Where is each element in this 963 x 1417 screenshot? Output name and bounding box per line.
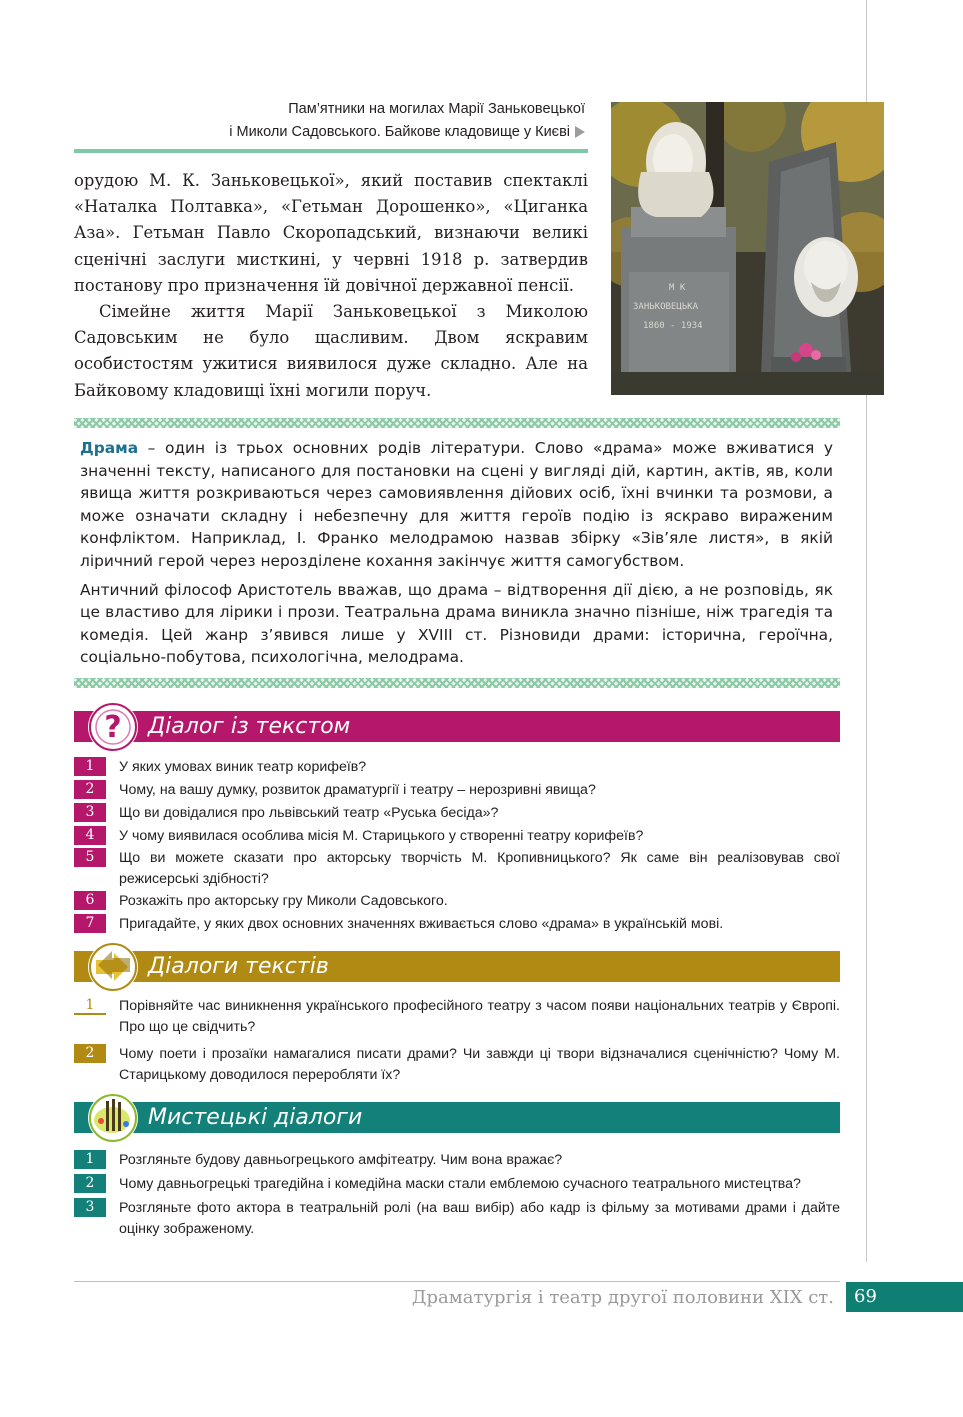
question-number: 2 — [74, 1174, 106, 1193]
svg-text:?: ? — [104, 710, 122, 745]
crossed-arrows-icon — [88, 942, 138, 992]
footer-rule — [74, 1281, 840, 1282]
photo-caption — [180, 98, 585, 144]
definition-text: – один із трьох основних родів літератури. Слово «драма» може вживатися у значенні тексту, написаного для постановки на сцені у вигляді дій, картин, актів, яв, коли явища життя розкриваються через самовиявлення дійових осіб, їхні вчинки та розмови, а може означати складну і небезпечну для життя героїв подію із яскраво вираженим конфліктом. Наприклад, І. Франко мелодрамою назвав збірку «Зів’яле листя», в якій ліричний герой через нерозділене кохання закінчує життя самогубством. — [80, 439, 833, 570]
question-text: Чому, на вашу думку, розвиток драматургії і театру – нерозривні явища? — [119, 782, 596, 798]
question-text: Розгляньте фото актора в театральній ролі (на ваш вибір) або кадр із фільму за мотивами драми і дайте оцінку зображеному. — [119, 1200, 840, 1237]
question-number: 4 — [74, 826, 106, 845]
list-item — [74, 848, 840, 890]
body-text — [74, 168, 588, 404]
monument-inscription-2: ЗАНЬКОВЕЦЬКА — [633, 302, 699, 312]
list-item — [74, 1044, 840, 1086]
section-header-dialog-with-text — [74, 711, 840, 742]
list-item — [74, 914, 840, 935]
question-number: 3 — [74, 1198, 106, 1217]
list-item — [74, 996, 840, 1038]
definition-paragraph-2: Античний філософ Аристотель вважав, що драма – відтворення дії дією, а не розповідь, як це властиво для лірики і прози. Театральна драма виникла значно пізніше, ніж трагедія та комедія. Цей жанр з’явився лише у XVIII ст. Різновиди драми: історична, героїчна, соціально-побутова, психологічна, мелодрама. — [80, 580, 833, 667]
question-text: Розгляньте будову давньогрецького амфітеатру. Чим вона вражає? — [119, 1152, 563, 1168]
question-number: 5 — [74, 848, 106, 867]
triangle-arrow-icon — [575, 126, 585, 138]
question-number: 6 — [74, 891, 106, 910]
list-item — [74, 757, 840, 778]
body-paragraph-2: Сімейне життя Марії Заньковецької з Миколою Садовським не було щасливим. Двом яскравим особистостям ужитися виявилося дуже складно. Але на Байковому кладовищі їхні могили поруч. — [74, 302, 588, 400]
caption-rule — [74, 149, 588, 153]
body-paragraph-1: орудою М. К. Заньковецької», який поставив спектаклі «Наталка Полтавка», «Гетьман Дорошенко», «Циганка Аза». Гетьман Павло Скоропадський, визнаючи великі сценічні заслуги мисткині, у червні 1918 р. затвердив постанову про призначення їй довічної державної пенсії. — [74, 171, 588, 295]
list-item — [74, 1174, 840, 1195]
question-number: 7 — [74, 914, 106, 933]
question-text: У яких умовах виник театр корифеїв? — [119, 759, 367, 775]
list-item — [74, 780, 840, 801]
section-title: Мистецькі діалоги — [148, 1105, 363, 1130]
list-item — [74, 891, 840, 912]
question-text: Що ви довідалися про львівський театр «Руська бесіда»? — [119, 805, 499, 821]
question-text: Чому давньогрецькі трагедійна і комедійна маски стали емблемою сучасного театрального мистецтва? — [119, 1176, 801, 1192]
section-header-art-dialogs — [74, 1102, 840, 1133]
question-number: 3 — [74, 803, 106, 822]
caption-line-2-text: і Миколи Садовського. Байкове кладовище у Києві — [229, 124, 570, 140]
question-number: 2 — [74, 780, 106, 799]
palette-brushes-icon — [88, 1093, 138, 1143]
monument-inscription-3: 1860 - 1934 — [643, 321, 703, 331]
question-text: Розкажіть про акторську гру Миколи Садовського. — [119, 893, 448, 909]
definition-paragraph-1 — [80, 437, 833, 573]
question-number: 1 — [74, 757, 106, 776]
section-header-dialogs-of-texts — [74, 951, 840, 982]
question-mark-icon — [88, 702, 138, 752]
section-title: Діалоги текстів — [148, 954, 329, 979]
list-item — [74, 803, 840, 824]
section-title: Діалог із текстом — [148, 714, 351, 739]
definition-box — [80, 437, 833, 675]
question-text: Пригадайте, у яких двох основних значеннях вживається слово «драма» в українській мові. — [119, 916, 724, 932]
question-number: 1 — [74, 996, 106, 1015]
page-number: 69 — [846, 1282, 963, 1312]
running-title: Драматургія і театр другої половини XIX ст. — [411, 1287, 834, 1308]
ornament-border-top — [74, 418, 840, 428]
question-text: Порівняйте час виникнення українського професійного театру з часом появи національних театрів у Європі. Про що це свідчить? — [119, 998, 840, 1035]
question-text: Що ви можете сказати про акторську творчість М. Кропивницького? Як саме він реалізовував свої режисерські здібності? — [119, 850, 840, 887]
question-number: 2 — [74, 1044, 106, 1063]
question-text: Чому поети і прозаїки намагалися писати драми? Чи завжди ці твори відзначалися сценічністю? Чому М. Старицькому доводилося переробляти їх? — [119, 1046, 840, 1083]
definition-term: Драма — [80, 439, 139, 457]
monuments-photo — [611, 102, 884, 395]
list-item — [74, 826, 840, 847]
caption-line-2 — [180, 121, 585, 144]
question-text: У чому виявилася особлива місія М. Старицького у створенні театру корифеїв? — [119, 828, 644, 844]
question-number: 1 — [74, 1150, 106, 1169]
ornament-border-bottom — [74, 678, 840, 688]
caption-line-1: Пам’ятники на могилах Марії Заньковецької — [288, 101, 585, 117]
list-item — [74, 1198, 840, 1240]
monument-inscription-1: М К — [669, 283, 686, 293]
list-item — [74, 1150, 840, 1171]
